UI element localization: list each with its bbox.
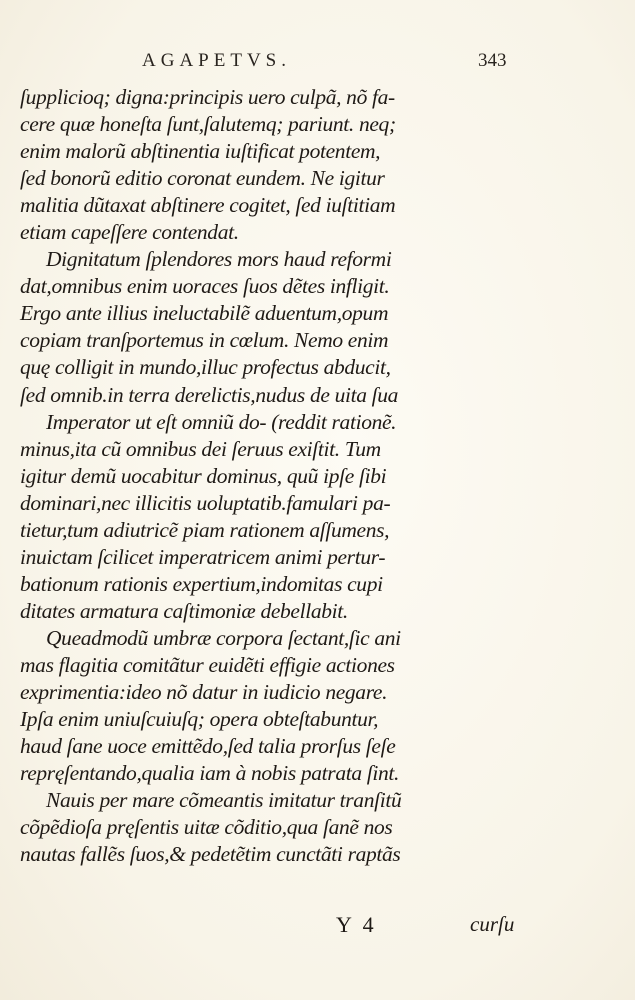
- text-line: exprimentia:ideo nõ datur in iudicio negare.: [20, 680, 388, 705]
- page-number: 343: [478, 50, 507, 71]
- text-line: ditates armatura caſtimoniæ debellabit.: [20, 598, 348, 623]
- text-line: copiam tranſportemus in cœlum. Nemo enim: [20, 328, 389, 353]
- signature-mark: Y 4: [336, 912, 377, 937]
- text-line: etiam capeſſere contendat.: [20, 220, 239, 245]
- text-line: cere quæ honeſta ſunt,ſalutemq; pariunt. neq;: [20, 112, 396, 137]
- text-line: Imperator ut eſt omniũ do- (reddit rationẽ.: [46, 409, 397, 434]
- body-text: [20, 84, 520, 868]
- text-line: mas flagitia comitãtur euidẽti effigie actiones: [20, 652, 395, 677]
- text-line: nautas fallẽs ſuos,& pedetẽtim cunctãti raptãs: [20, 842, 401, 867]
- running-title: AGAPETVS.: [142, 50, 291, 71]
- text-line: enim malorũ abſtinentia iuſtificat potentem,: [20, 139, 381, 164]
- text-line: igitur demũ uocabitur dominus, quũ ipſe ſibi: [20, 463, 387, 488]
- text-line: inuictam ſcilicet imperatricem animi pertur-: [20, 544, 386, 569]
- text-line: Dignitatum ſplendores mors haud reformi: [46, 247, 392, 272]
- text-line: haud ſane uoce emittẽdo,ſed talia prorſus ſeſe: [20, 734, 396, 759]
- text-line: cõpẽdioſa pręſentis uitæ cõditio,qua ſanẽ nos: [20, 815, 393, 840]
- text-line: Nauis per mare cõmeantis imitatur tranſitũ: [46, 788, 402, 813]
- text-line: quę colligit in mundo,illuc profectus abducit,: [20, 355, 391, 380]
- text-line: tietur,tum adiutricẽ piam rationem aſſumens,: [20, 517, 390, 542]
- text-line: repręſentando,qualia iam à nobis patrata ſint.: [20, 761, 400, 786]
- running-head: [0, 50, 635, 76]
- text-line: ſed omnib.in terra derelictis,nudus de uita ſua: [20, 382, 399, 407]
- text-line: Ergo ante illius ineluctabilẽ aduentum,opum: [20, 301, 389, 326]
- text-line: Ipſa enim uniuſcuiuſq; opera obteſtabuntur,: [20, 707, 379, 732]
- text-line: dat,omnibus enim uoraces ſuos dẽtes infligit.: [20, 274, 390, 299]
- text-line: malitia dũtaxat abſtinere cogitet, ſed iuſtitiam: [20, 193, 396, 218]
- text-line: dominari,nec illicitis uoluptatib.famulari pa-: [20, 490, 391, 515]
- text-line: ſed bonorũ editio coronat eundem. Ne igitur: [20, 166, 385, 191]
- text-line: Queadmodũ umbræ corpora ſectant,ſic ani: [46, 625, 401, 650]
- catchword: curſu: [470, 912, 515, 936]
- text-line: minus,ita cũ omnibus dei ſeruus exiſtit. Tum: [20, 436, 381, 461]
- text-line: ſupplicioq; digna:principis uero culpã, nõ fa-: [20, 85, 395, 109]
- page-footer: [0, 912, 635, 942]
- text-line: bationum rationis expertium,indomitas cupi: [20, 571, 383, 596]
